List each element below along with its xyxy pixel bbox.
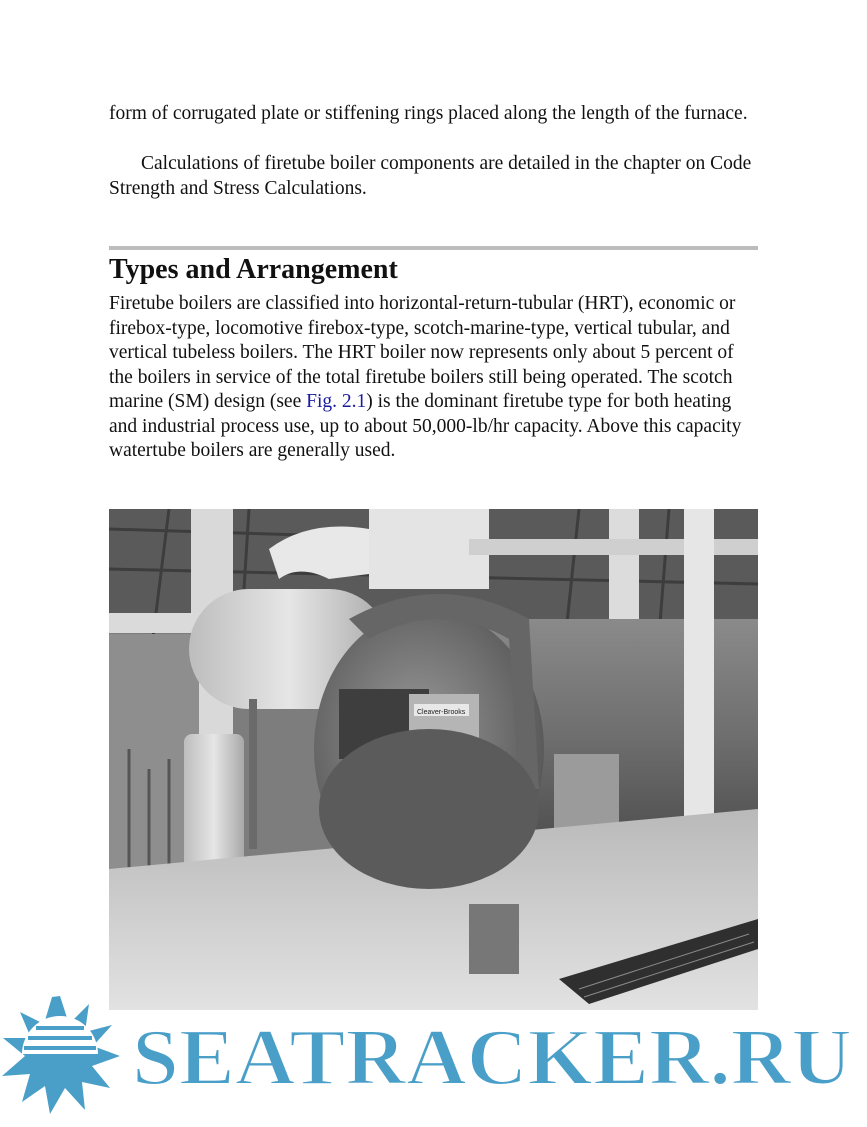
figure-2-1-link[interactable]: Fig. 2.1: [306, 391, 367, 412]
watermark-text: SEATRACKER.RU: [132, 1014, 852, 1102]
paragraph-2: Calculations of firetube boiler components are detailed in the chapter on Code Strength and Stress Calculations.: [109, 153, 752, 199]
boiler-photo: [109, 509, 758, 1010]
seatracker-watermark: [0, 992, 867, 1122]
paragraph-1: form of corrugated plate or stiffening rings placed along the length of the furnace.: [109, 103, 748, 124]
paragraph-3-text-b: ) is the dominant firetube type for both heating and industrial process use, up to about 50,000-lb/hr capacity. Above this capacity watertube boilers are generally used.: [109, 391, 742, 461]
nameplate-label: Cleaver-Brooks: [417, 709, 466, 716]
paragraph-3: [109, 292, 759, 464]
section-heading: Types and Arrangement: [109, 254, 398, 285]
sun-logo-icon: [2, 996, 120, 1114]
section-divider: [109, 246, 758, 250]
boiler-photo-illustration: [109, 509, 758, 1010]
paragraph-3-text-a: Firetube boilers are classified into horizontal-return-tubular (HRT), economic or firebox-type, locomotive firebox-type, scotch-marine-type, vertical tubular, and vertical tubeless boilers. The HRT boiler now represents only about 5 percent of the boilers in service of the total firetube boilers still being operated. The scotch marine (SM) design (see: [109, 293, 736, 412]
watermark-graphic: [0, 992, 867, 1122]
